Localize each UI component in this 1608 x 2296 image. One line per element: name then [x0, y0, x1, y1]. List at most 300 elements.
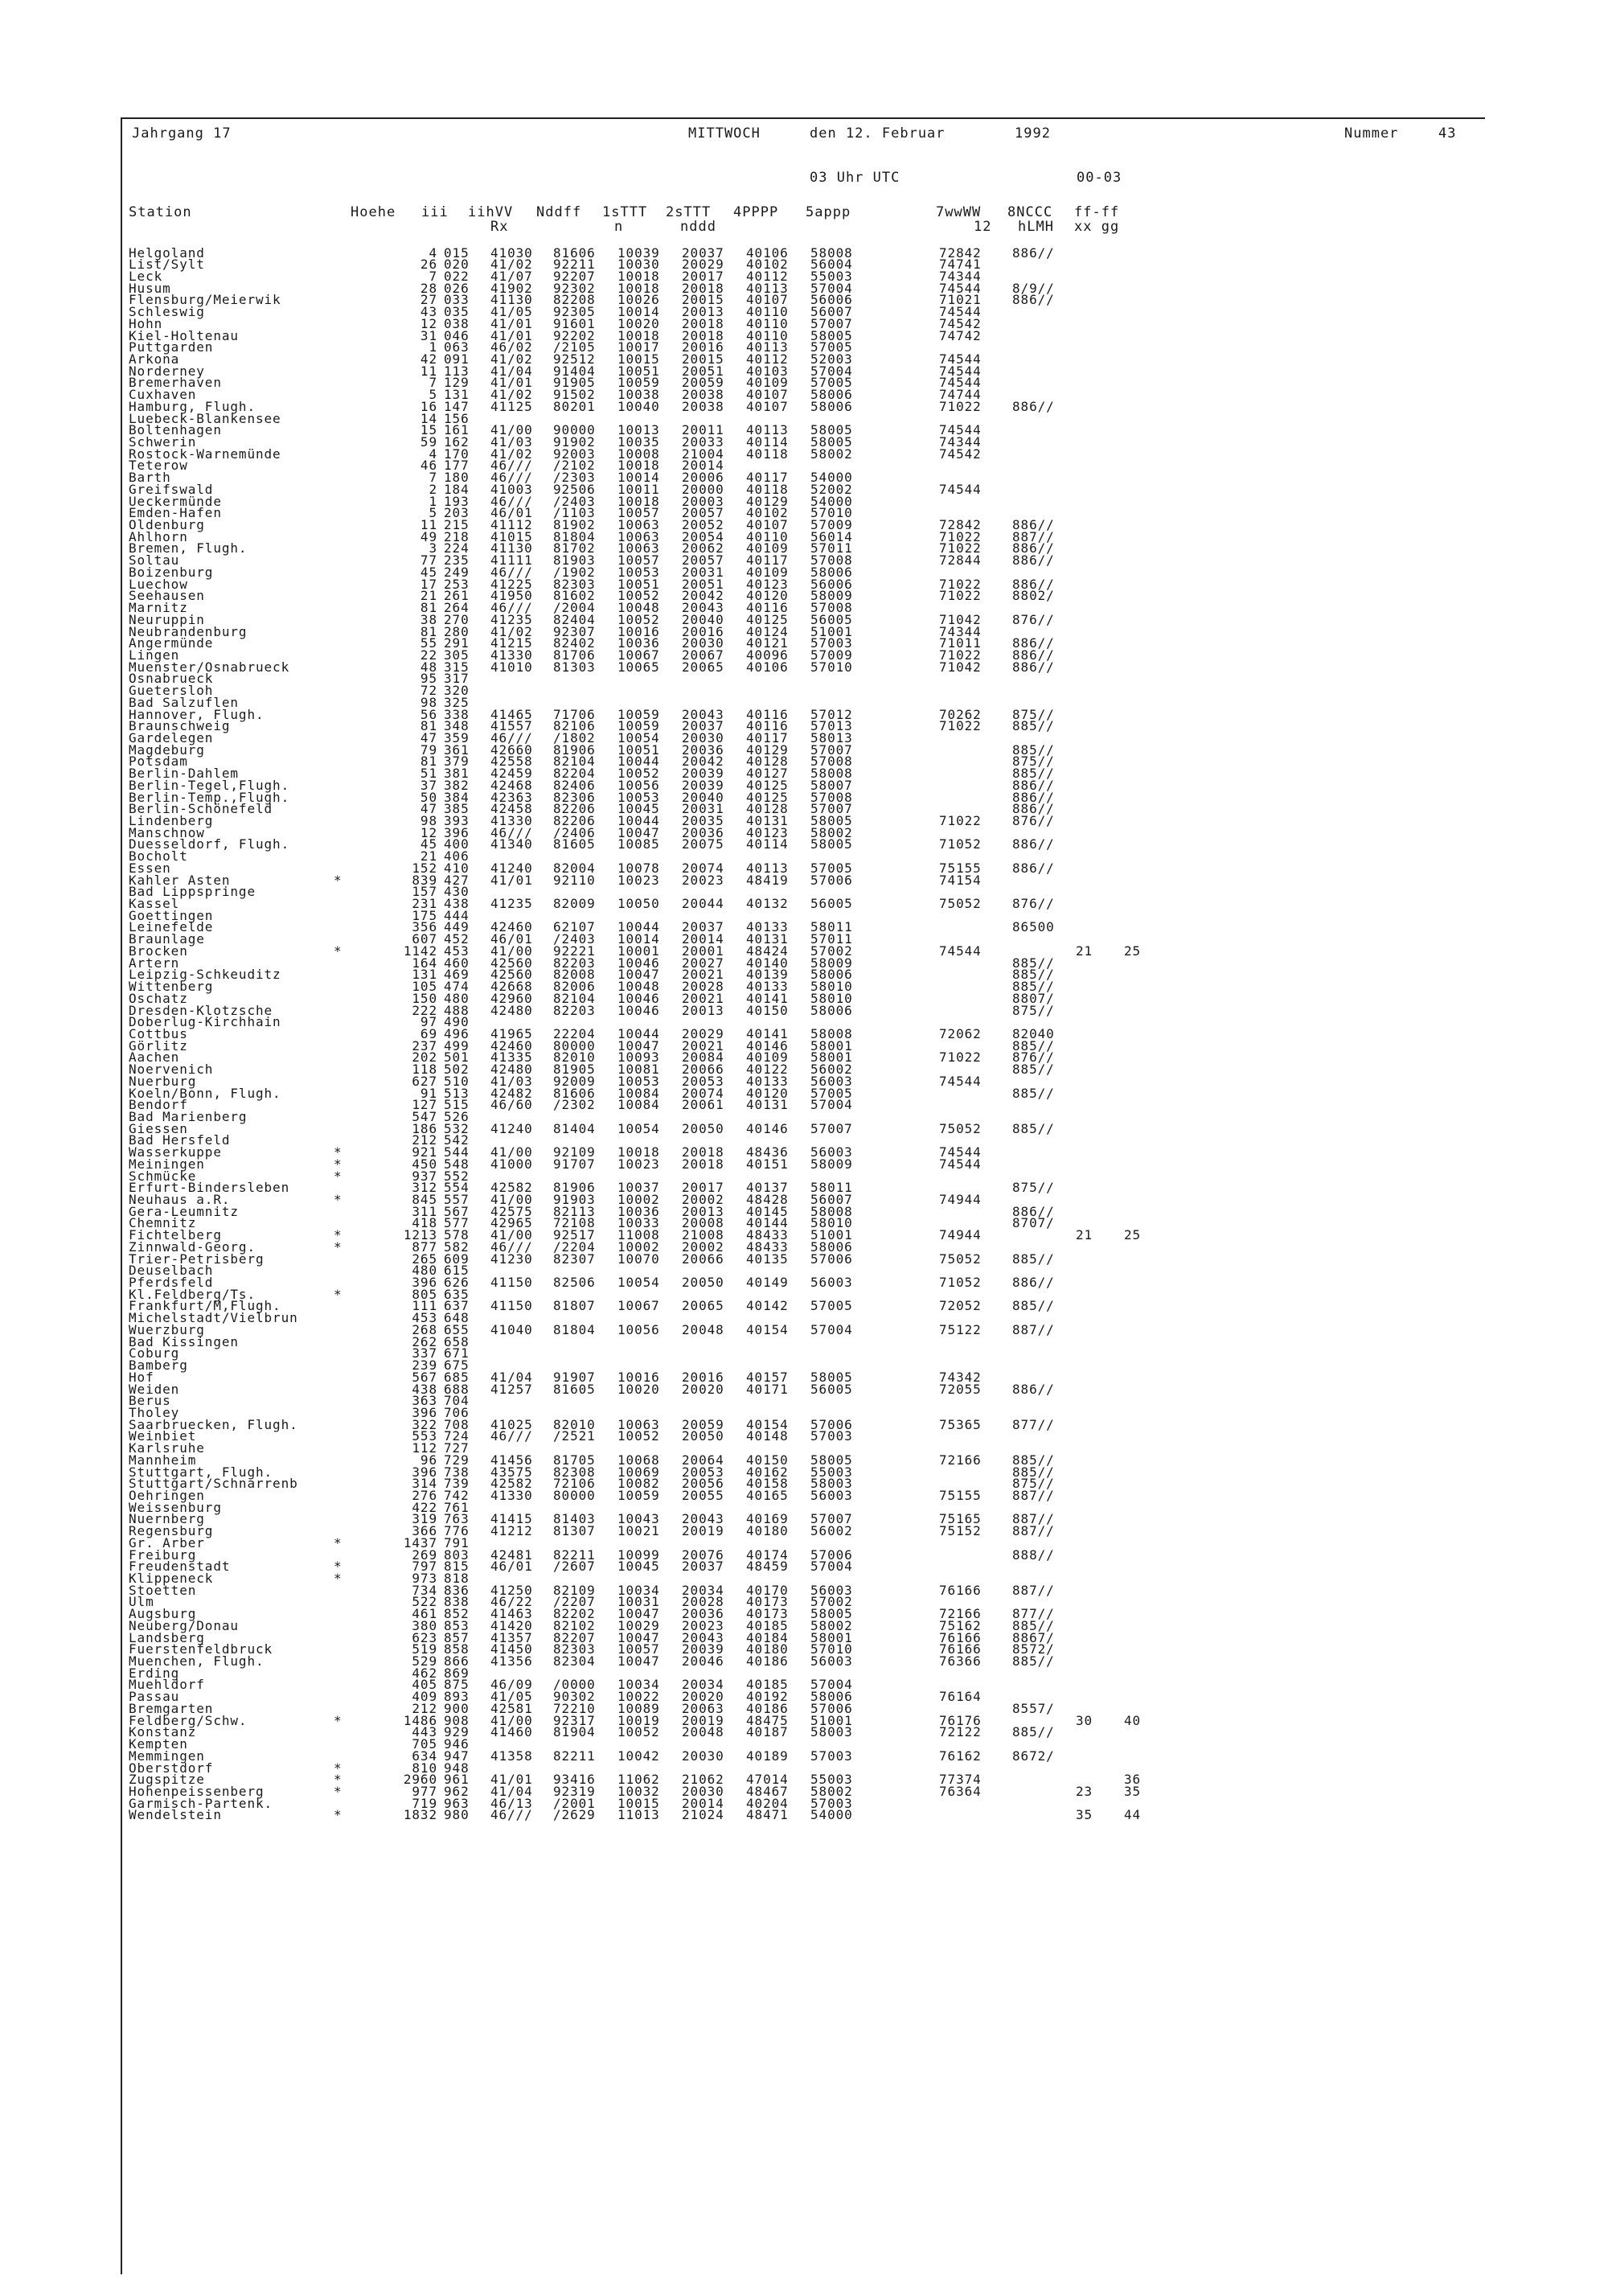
- group-nddff: 62107: [553, 919, 596, 935]
- group-1sttt: 10052: [617, 1724, 660, 1740]
- group-1sttt: 10040: [617, 398, 660, 414]
- group-7wwww: 77374: [939, 1772, 982, 1788]
- group-1sttt: 10014: [617, 470, 660, 486]
- group-4pppp: 40123: [746, 576, 789, 592]
- group-4pppp: 40133: [746, 1073, 789, 1089]
- group-5appp: 57004: [810, 280, 853, 296]
- mountain-marker: *: [334, 1144, 343, 1160]
- group-2sttt: 20037: [682, 1559, 724, 1575]
- group-5appp: 57003: [810, 1748, 853, 1764]
- station-height: 47: [420, 801, 437, 817]
- station-id: 026: [444, 280, 470, 296]
- group-iihvv: 41/04: [490, 1783, 533, 1799]
- group-8nccc: 885//: [1012, 1617, 1055, 1633]
- group-nddff: 81804: [553, 1321, 596, 1337]
- group-iihvv: 41/02: [490, 351, 533, 367]
- station-name: Freudenstadt: [129, 1559, 231, 1575]
- group-7wwww: 76166: [939, 1629, 982, 1645]
- group-5appp: 51001: [810, 1227, 853, 1243]
- station-name: Potsdam: [129, 754, 188, 770]
- group-iihvv: 42460: [490, 1037, 533, 1054]
- group-iihvv: 42582: [490, 1476, 533, 1492]
- group-4pppp: 40139: [746, 967, 789, 983]
- group-1sttt: 10065: [617, 659, 660, 675]
- station-height: 21: [420, 588, 437, 604]
- group-2sttt: 20013: [682, 304, 724, 320]
- gust-gg: 25: [1124, 943, 1142, 959]
- table-row: [129, 898, 1158, 910]
- station-name: Wittenberg: [129, 979, 214, 995]
- group-5appp: 58010: [810, 979, 853, 995]
- group-iihvv: 46///: [490, 493, 533, 509]
- group-5appp: 57002: [810, 1594, 853, 1610]
- group-7wwww: 71022: [939, 398, 982, 414]
- group-nddff: 72106: [553, 1476, 596, 1492]
- station-height: 276: [412, 1487, 437, 1503]
- group-2sttt: 20051: [682, 363, 724, 379]
- station-height: 1: [429, 339, 437, 355]
- station-name: Passau: [129, 1689, 180, 1705]
- group-iihvv: 41/04: [490, 1369, 533, 1385]
- group-iihvv: 42560: [490, 967, 533, 983]
- station-height: 49: [420, 528, 437, 544]
- weekday: MITTWOCH: [688, 125, 761, 142]
- station-name: Bad Kissingen: [129, 1333, 239, 1349]
- station-name: Berlin-Schönefeld: [129, 801, 273, 817]
- group-4pppp: 40144: [746, 1215, 789, 1231]
- group-nddff: 82303: [553, 1641, 596, 1657]
- group-5appp: 58008: [810, 1025, 853, 1041]
- group-5appp: 57008: [810, 789, 853, 805]
- group-7wwww: 71022: [939, 718, 982, 734]
- station-name: Flensburg/Meierwik: [129, 292, 281, 308]
- group-iihvv: 41450: [490, 1641, 533, 1657]
- group-1sttt: 10053: [617, 789, 660, 805]
- group-2sttt: 20054: [682, 528, 724, 544]
- group-2sttt: 20019: [682, 1523, 724, 1539]
- station-id: 325: [444, 694, 470, 710]
- group-2sttt: 20048: [682, 1321, 724, 1337]
- group-nddff: 82113: [553, 1203, 596, 1219]
- group-8nccc: 885//: [1012, 1653, 1055, 1670]
- group-2sttt: 20017: [682, 1180, 724, 1196]
- station-height: 81: [420, 718, 437, 734]
- group-8nccc: 885//: [1012, 979, 1055, 995]
- group-1sttt: 10021: [617, 1523, 660, 1539]
- station-id: 038: [444, 315, 470, 331]
- group-1sttt: 10044: [617, 813, 660, 828]
- group-nddff: 91907: [553, 1369, 596, 1385]
- station-name: Feldberg/Schw.: [129, 1712, 248, 1728]
- station-name: Teterow: [129, 458, 188, 474]
- group-8nccc: 886//: [1012, 244, 1055, 261]
- group-nddff: 91601: [553, 315, 596, 331]
- group-5appp: 57006: [810, 872, 853, 888]
- group-4pppp: 40114: [746, 836, 789, 852]
- group-2sttt: 20003: [682, 493, 724, 509]
- group-2sttt: 20059: [682, 375, 724, 391]
- group-2sttt: 20029: [682, 1025, 724, 1041]
- station-height: 157: [412, 884, 437, 900]
- group-iihvv: 41/03: [490, 434, 533, 450]
- group-8nccc: 86500: [1012, 919, 1055, 935]
- group-7wwww: 72166: [939, 1452, 982, 1468]
- group-8nccc: 875//: [1012, 1476, 1055, 1492]
- group-8nccc: 886//: [1012, 789, 1055, 805]
- group-2sttt: 20044: [682, 896, 724, 912]
- station-height: 26: [420, 257, 437, 273]
- station-name: Oldenburg: [129, 517, 205, 533]
- group-nddff: 82004: [553, 860, 596, 876]
- station-id: 554: [444, 1180, 470, 1196]
- group-nddff: 92221: [553, 943, 596, 959]
- station-height: 231: [412, 896, 437, 912]
- station-name: Angermünde: [129, 635, 214, 651]
- group-2sttt: 20030: [682, 1783, 724, 1799]
- station-height: 45: [420, 564, 437, 580]
- station-id: 858: [444, 1641, 470, 1657]
- mountain-marker: *: [334, 1238, 343, 1255]
- station-height: 16: [420, 398, 437, 414]
- station-name: Meiningen: [129, 1156, 205, 1172]
- group-8nccc: 886//: [1012, 635, 1055, 651]
- group-iihvv: 42481: [490, 1546, 533, 1563]
- group-5appp: 57003: [810, 635, 853, 651]
- group-5appp: 58005: [810, 327, 853, 343]
- group-1sttt: 10023: [617, 872, 660, 888]
- group-7wwww: 74544: [939, 304, 982, 320]
- station-id: 449: [444, 919, 470, 935]
- group-nddff: /2004: [553, 600, 596, 616]
- group-iihvv: 42581: [490, 1700, 533, 1716]
- station-height: 396: [412, 1404, 437, 1420]
- group-2sttt: 20023: [682, 872, 724, 888]
- station-name: Neuruppin: [129, 611, 205, 627]
- group-8nccc: 875//: [1012, 754, 1055, 770]
- station-height: 627: [412, 1073, 437, 1089]
- group-1sttt: 10063: [617, 528, 660, 544]
- group-5appp: 57005: [810, 1085, 853, 1101]
- group-2sttt: 20063: [682, 1700, 724, 1716]
- group-7wwww: 71022: [939, 540, 982, 557]
- group-2sttt: 20011: [682, 422, 724, 438]
- group-4pppp: 40116: [746, 600, 789, 616]
- station-height: 127: [412, 1097, 437, 1113]
- group-iihvv: 41150: [490, 1298, 533, 1314]
- group-nddff: 82307: [553, 1251, 596, 1267]
- group-2sttt: 20056: [682, 1476, 724, 1492]
- station-name: Hohn: [129, 315, 163, 331]
- group-7wwww: 72842: [939, 244, 982, 261]
- group-2sttt: 20039: [682, 777, 724, 793]
- station-id: 393: [444, 813, 470, 828]
- station-id: 320: [444, 683, 470, 699]
- group-8nccc: 885//: [1012, 1464, 1055, 1480]
- group-7wwww: 72166: [939, 1606, 982, 1622]
- station-id: 544: [444, 1144, 470, 1160]
- group-5appp: 58009: [810, 1156, 853, 1172]
- station-id: 270: [444, 611, 470, 627]
- group-7wwww: 74744: [939, 387, 982, 403]
- group-7wwww: 71022: [939, 576, 982, 592]
- jahrgang: Jahrgang 17: [132, 125, 232, 142]
- station-id: 129: [444, 375, 470, 391]
- gust-xx: 30: [1076, 1712, 1093, 1728]
- group-2sttt: 20021: [682, 967, 724, 983]
- group-iihvv: 41/02: [490, 387, 533, 403]
- station-height: 81: [420, 754, 437, 770]
- station-height: 239: [412, 1357, 437, 1374]
- group-iihvv: 41235: [490, 611, 533, 627]
- group-iihvv: 46///: [490, 824, 533, 840]
- year: 1992: [1015, 125, 1051, 142]
- group-1sttt: 10035: [617, 434, 660, 450]
- group-8nccc: 886//: [1012, 836, 1055, 852]
- group-iihvv: 41/01: [490, 315, 533, 331]
- group-nddff: 91905: [553, 375, 596, 391]
- group-5appp: 57007: [810, 741, 853, 758]
- group-4pppp: 40169: [746, 1511, 789, 1527]
- station-height: 31: [420, 327, 437, 343]
- group-5appp: 51001: [810, 1712, 853, 1728]
- group-7wwww: 74544: [939, 280, 982, 296]
- group-1sttt: 10016: [617, 623, 660, 639]
- group-8nccc: 887//: [1012, 1321, 1055, 1337]
- group-7wwww: 75052: [939, 896, 982, 912]
- station-height: 95: [420, 671, 437, 687]
- station-height: 237: [412, 1037, 437, 1054]
- station-id: 688: [444, 1381, 470, 1397]
- group-nddff: /2303: [553, 470, 596, 486]
- nummer-label: Nummer: [1344, 125, 1399, 142]
- group-7wwww: 74544: [939, 375, 982, 391]
- group-5appp: 57005: [810, 375, 853, 391]
- group-5appp: 57004: [810, 1097, 853, 1113]
- group-iihvv: 42468: [490, 777, 533, 793]
- group-2sttt: 20036: [682, 824, 724, 840]
- group-nddff: 92109: [553, 1144, 596, 1160]
- col-hoehe: Hoehe: [351, 204, 396, 220]
- group-7wwww: 74944: [939, 1192, 982, 1207]
- group-8nccc: 885//: [1012, 1724, 1055, 1740]
- station-name: Bocholt: [129, 848, 188, 865]
- station-height: 112: [412, 1440, 437, 1456]
- group-iihvv: 42960: [490, 990, 533, 1006]
- station-id: 962: [444, 1783, 470, 1799]
- group-2sttt: 20028: [682, 1594, 724, 1610]
- station-id: 501: [444, 1049, 470, 1066]
- group-5appp: 57012: [810, 706, 853, 722]
- gust-xx: 35: [1076, 1807, 1093, 1823]
- station-height: 38: [420, 611, 437, 627]
- station-height: 27: [420, 292, 437, 308]
- group-4pppp: 48419: [746, 872, 789, 888]
- group-2sttt: 20040: [682, 789, 724, 805]
- group-5appp: 58002: [810, 1617, 853, 1633]
- group-iihvv: 41330: [490, 1487, 533, 1503]
- station-name: Soltau: [129, 552, 180, 569]
- group-1sttt: 10052: [617, 588, 660, 604]
- station-id: 156: [444, 410, 470, 426]
- table-row: [129, 1381, 1158, 1397]
- group-8nccc: 885//: [1012, 1452, 1055, 1468]
- mountain-marker: *: [334, 1156, 343, 1172]
- station-height: 118: [412, 1062, 437, 1078]
- group-1sttt: 10047: [617, 1037, 660, 1054]
- station-id: 742: [444, 1487, 470, 1503]
- station-id: 452: [444, 931, 470, 947]
- station-id: 875: [444, 1677, 470, 1693]
- group-iihvv: 42560: [490, 955, 533, 971]
- table-row: [129, 1561, 1158, 1573]
- station-height: 937: [412, 1168, 437, 1184]
- station-id: 410: [444, 860, 470, 876]
- group-5appp: 56003: [810, 1653, 853, 1670]
- group-1sttt: 10045: [617, 801, 660, 817]
- station-height: 396: [412, 1275, 437, 1291]
- station-height: 43: [420, 304, 437, 320]
- station-id: 215: [444, 517, 470, 533]
- station-height: 186: [412, 1120, 437, 1136]
- group-4pppp: 40171: [746, 1381, 789, 1397]
- table-row: [129, 836, 1158, 852]
- group-nddff: 91502: [553, 387, 596, 403]
- group-nddff: /1103: [553, 505, 596, 521]
- group-nddff: 90302: [553, 1689, 596, 1705]
- group-4pppp: 40174: [746, 1546, 789, 1563]
- gust-xx: 21: [1076, 943, 1093, 959]
- group-5appp: 56003: [810, 1582, 853, 1598]
- table-row: [129, 1809, 1158, 1822]
- group-1sttt: 10054: [617, 1275, 660, 1291]
- station-name: Braunschweig: [129, 718, 231, 734]
- group-4pppp: 40112: [746, 351, 789, 367]
- group-2sttt: 20018: [682, 327, 724, 343]
- group-1sttt: 10020: [617, 315, 660, 331]
- group-4pppp: 48471: [746, 1807, 789, 1823]
- group-iihvv: 46///: [490, 729, 533, 745]
- group-nddff: 82010: [553, 1049, 596, 1066]
- group-5appp: 58011: [810, 1180, 853, 1196]
- group-2sttt: 20053: [682, 1464, 724, 1480]
- group-8nccc: 888//: [1012, 1546, 1055, 1563]
- station-height: 363: [412, 1393, 437, 1409]
- group-iihvv: 41358: [490, 1748, 533, 1764]
- group-5appp: 58002: [810, 1783, 853, 1799]
- group-4pppp: 48436: [746, 1144, 789, 1160]
- gust-gg: 40: [1124, 1712, 1142, 1728]
- group-1sttt: 10063: [617, 1416, 660, 1432]
- group-2sttt: 20057: [682, 505, 724, 521]
- group-5appp: 56007: [810, 1192, 853, 1207]
- group-1sttt: 10054: [617, 1120, 660, 1136]
- station-name: Bad Salzuflen: [129, 694, 239, 710]
- group-4pppp: 40129: [746, 493, 789, 509]
- group-2sttt: 20034: [682, 1582, 724, 1598]
- group-1sttt: 10078: [617, 860, 660, 876]
- group-8nccc: 886//: [1012, 1381, 1055, 1397]
- group-8nccc: 877//: [1012, 1606, 1055, 1622]
- group-7wwww: 75052: [939, 1251, 982, 1267]
- group-4pppp: 40116: [746, 706, 789, 722]
- station-id: 502: [444, 1062, 470, 1078]
- group-7wwww: 74544: [939, 1144, 982, 1160]
- group-5appp: 51001: [810, 623, 853, 639]
- group-4pppp: 40185: [746, 1677, 789, 1693]
- group-7wwww: 74342: [939, 1369, 982, 1385]
- station-name: Artern: [129, 955, 180, 971]
- station-name: Muenster/Osnabrueck: [129, 659, 290, 675]
- group-8nccc: 886//: [1012, 860, 1055, 876]
- group-4pppp: 40113: [746, 422, 789, 438]
- group-2sttt: 20017: [682, 268, 724, 284]
- group-nddff: 81807: [553, 1298, 596, 1314]
- group-iihvv: 42460: [490, 919, 533, 935]
- group-7wwww: 74544: [939, 481, 982, 497]
- group-iihvv: 41150: [490, 1275, 533, 1291]
- group-7wwww: 76166: [939, 1582, 982, 1598]
- group-5appp: 58010: [810, 1215, 853, 1231]
- group-1sttt: 10068: [617, 1452, 660, 1468]
- group-5appp: 58005: [810, 422, 853, 438]
- group-2sttt: 20048: [682, 1724, 724, 1740]
- station-id: 499: [444, 1037, 470, 1054]
- group-1sttt: 10093: [617, 1049, 660, 1066]
- group-4pppp: 40141: [746, 1025, 789, 1041]
- group-1sttt: 10059: [617, 375, 660, 391]
- group-iihvv: 41463: [490, 1606, 533, 1622]
- group-4pppp: 40113: [746, 860, 789, 876]
- group-7wwww: 75152: [939, 1523, 982, 1539]
- group-2sttt: 20020: [682, 1381, 724, 1397]
- station-id: 400: [444, 836, 470, 852]
- group-4pppp: 40107: [746, 398, 789, 414]
- station-name: Ahlhorn: [129, 528, 188, 544]
- group-nddff: /1802: [553, 729, 596, 745]
- group-8nccc: 887//: [1012, 1523, 1055, 1539]
- station-height: 46: [420, 458, 437, 474]
- group-1sttt: 10053: [617, 564, 660, 580]
- station-name: Pferdsfeld: [129, 1275, 214, 1291]
- group-iihvv: 41235: [490, 896, 533, 912]
- group-7wwww: 71011: [939, 635, 982, 651]
- group-iihvv: 46///: [490, 600, 533, 616]
- group-5appp: 57004: [810, 1677, 853, 1693]
- group-4pppp: 40110: [746, 327, 789, 343]
- station-id: 852: [444, 1606, 470, 1622]
- group-4pppp: 40204: [746, 1795, 789, 1811]
- group-4pppp: 40146: [746, 1037, 789, 1054]
- group-2sttt: 20015: [682, 292, 724, 308]
- group-4pppp: 40186: [746, 1653, 789, 1670]
- group-2sttt: 20016: [682, 1369, 724, 1385]
- station-name: Berlin-Dahlem: [129, 766, 239, 782]
- group-4pppp: 48428: [746, 1192, 789, 1207]
- group-nddff: 82203: [553, 1002, 596, 1018]
- group-4pppp: 40187: [746, 1724, 789, 1740]
- station-height: 1213: [403, 1227, 437, 1243]
- group-iihvv: 41/01: [490, 327, 533, 343]
- group-2sttt: 20021: [682, 1037, 724, 1054]
- group-nddff: 81702: [553, 540, 596, 557]
- station-height: 438: [412, 1381, 437, 1397]
- group-1sttt: 11008: [617, 1227, 660, 1243]
- group-8nccc: 886//: [1012, 659, 1055, 675]
- station-height: 131: [412, 967, 437, 983]
- mountain-marker: *: [334, 1760, 343, 1776]
- group-7wwww: 74741: [939, 257, 982, 273]
- group-2sttt: 20013: [682, 1002, 724, 1018]
